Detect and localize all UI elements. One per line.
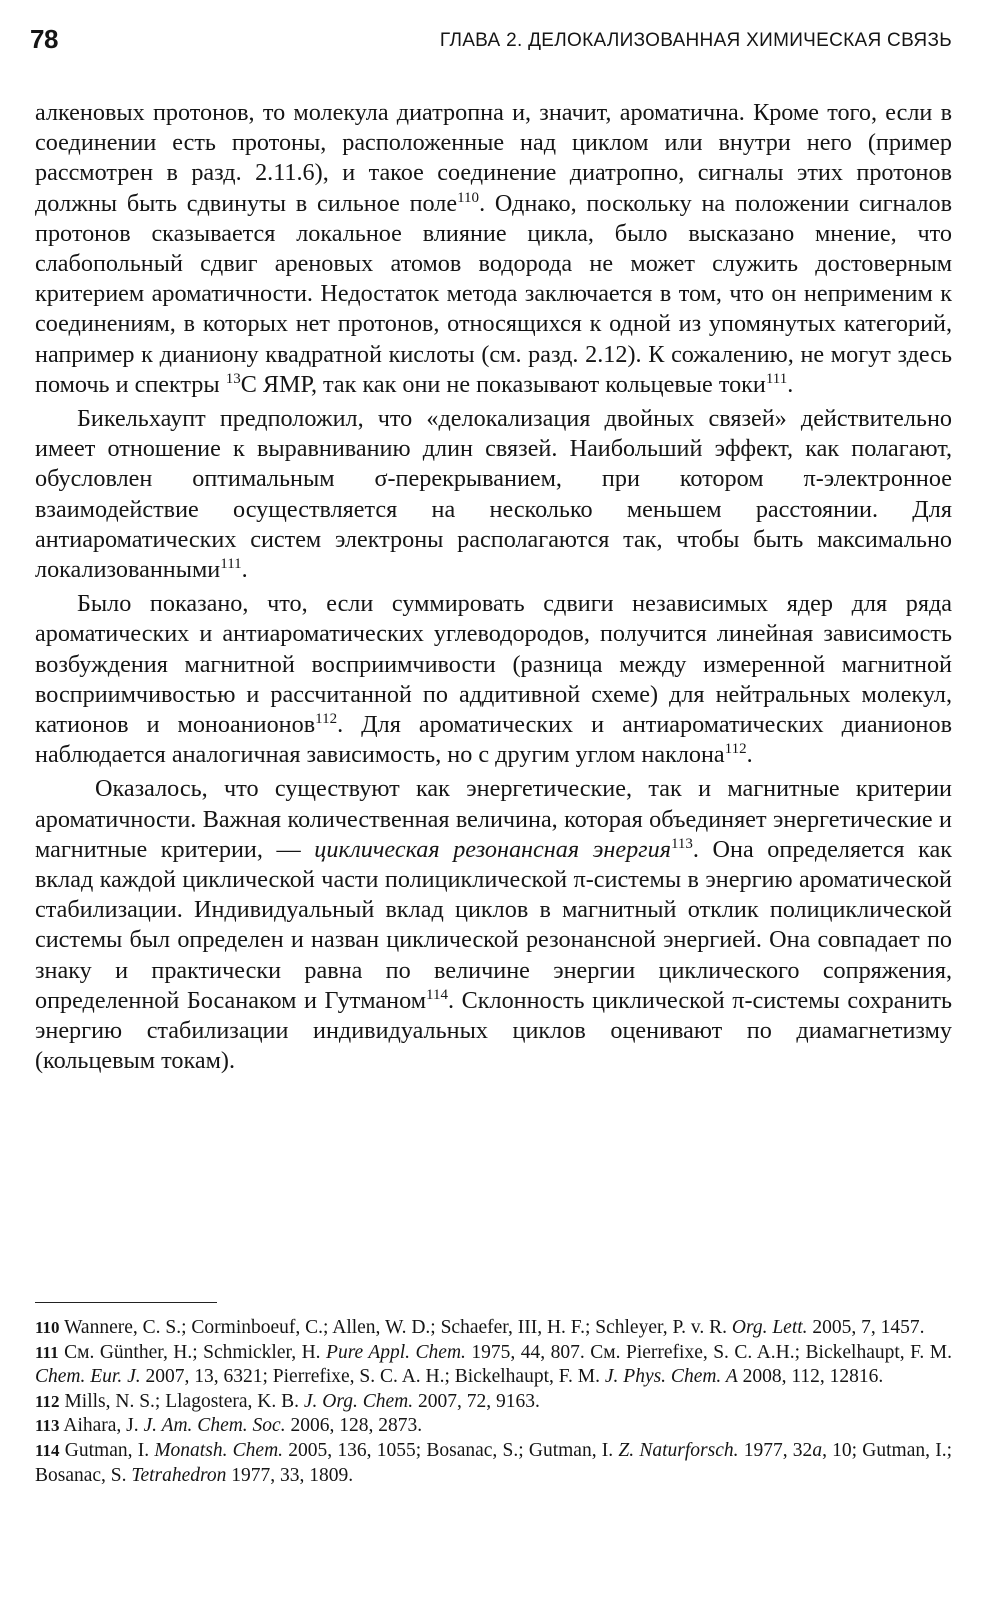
text-run: 2005, 136, 1055; Bosanac, S.; Gutman, I. (283, 1439, 619, 1461)
text-run: . (241, 556, 248, 584)
text-run: . Склонность циклической π-системы сохранить энергию стабилизации индивидуальных циклов оценивают по диамагнетизму (кольцевым токам). (35, 986, 953, 1075)
text-run: Wannere, C. S.; Corminboeuf, C.; Allen, W. D.; Schaefer, III, H. F.; Schleyer, P. v. R. (59, 1317, 732, 1338)
footnote-111 (35, 1341, 952, 1390)
paragraph-4 (35, 774, 952, 1076)
footnote-112 (35, 1390, 952, 1415)
volume-suffix: a (812, 1439, 823, 1461)
footnote-number: 110 (35, 1318, 60, 1337)
footnotes (35, 1316, 952, 1488)
journal-name: Tetrahedron (131, 1464, 227, 1486)
reference-111: 111 (220, 556, 242, 573)
page-header (30, 24, 952, 64)
footnote-number: 113 (35, 1416, 60, 1436)
text-run: 2008, 112, 12816. (737, 1366, 884, 1388)
text-run: Aihara, J. (59, 1415, 144, 1437)
text-run: Бикельхаупт предположил, что «делокализация двойных связей» действительно имеет отношение к выравниванию длин связей. Наибольший эффект, как полагают, обусловлен оптимальным σ-перекрыванием, при котором π-электронное взаимодействие осуществляется на несколько меньшем расстоянии. Для антиароматических систем электроны располагаются так, чтобы быть максимально локализованными (35, 405, 952, 584)
footnote-114 (35, 1439, 952, 1488)
reference-110: 110 (457, 189, 480, 206)
text-run: . (787, 370, 794, 398)
emphasized-term: циклическая резонансная энергия (314, 835, 671, 863)
reference-112: 112 (724, 741, 747, 758)
text-run: Mills, N. S.; Llagostera, K. B. (59, 1390, 304, 1412)
journal-name: J. Am. Chem. Soc. (143, 1415, 286, 1437)
text-run: , 10; Gutman, I.; Bosanac, S. (35, 1439, 953, 1486)
footnote-110 (35, 1316, 952, 1341)
reference-113: 113 (670, 835, 693, 852)
text-run: . (746, 741, 753, 769)
paragraph-2 (35, 404, 952, 585)
footnote-number: 112 (35, 1391, 60, 1411)
text-run: Было показано, что, если суммировать сдвиги независимых ядер для ряда ароматических и антиароматических углеводородов, получится линейная зависимость возбуждения магнитной восприимчивости (разница между измеренной магнитной восприимчивостью и рассчитанной по аддитивной схеме) для нейтральных молекул, катионов и моноанионов (35, 590, 952, 739)
journal-name: Org. Lett. (731, 1317, 808, 1338)
journal-name: Z. Naturforsch. (618, 1439, 739, 1461)
text-run: 2006, 128, 2873. (285, 1415, 423, 1437)
text-run: 2007, 72, 9163. (413, 1390, 540, 1412)
journal-name: J. Phys. Chem. A (604, 1366, 738, 1388)
text-run: Gutman, I. (59, 1439, 155, 1461)
page-number: 78 (30, 24, 58, 54)
footnote-113 (35, 1414, 952, 1439)
text-run: См. Günther, H.; Schmickler, H. (58, 1341, 327, 1363)
journal-name: J. Org. Chem. (303, 1390, 414, 1412)
text-run: . Однако, поскольку на положении сигналов протонов сказывается локальное влияние цикла, было высказано мнение, что слабопольный сдвиг ареновых атомов водорода не может служить достоверным критерием ароматичности. Недостаток метода заключается в том, что он неприменим к соединениям, в которых нет протонов, относящихся к одной из упомянутых категорий, например к дианиону квадратной кислоты (см. разд. 2.12). К сожалению, не могут здесь помочь и спектры (35, 189, 953, 398)
text-run: . Она определяется как вклад каждой циклической части полициклической π-системы в энергию ароматической стабилизации. Индивидуальный вклад циклов в магнитный отклик полициклической системы был определен и назван циклической резонансной энергией. Она совпадает по знаку и практически равна по величине энергии циклического сопряжения, определенной Босанаком и Гутманом (35, 835, 952, 1014)
text-run: . Для ароматических и антиароматических дианионов наблюдается аналогичная зависимость, но с другим углом наклона (35, 711, 952, 769)
running-title: ГЛАВА 2. ДЕЛОКАЛИЗОВАННАЯ ХИМИЧЕСКАЯ СВЯЗЬ (439, 30, 952, 51)
footnote-number: 111 (35, 1342, 59, 1362)
footnote-number: 114 (35, 1440, 60, 1460)
journal-name: Pure Appl. Chem. (326, 1341, 466, 1363)
reference-112: 112 (315, 711, 338, 728)
reference-114: 114 (426, 986, 448, 1003)
text-run: 2007, 13, 6321; Pierrefixe, S. C. A. H.; Bickelhaupt, F. M. (140, 1366, 605, 1388)
paragraph-3 (35, 589, 952, 770)
reference-111: 111 (765, 370, 788, 387)
journal-name: Monatsh. Chem. (154, 1439, 284, 1461)
footnote-divider (35, 1302, 217, 1303)
text-run: 2005, 7, 1457. (807, 1317, 925, 1338)
text-run: алкеновых протонов, то молекула диатропна и, значит, ароматична. Кроме того, если в соединении есть протоны, расположенные над циклом или внутри него (пример рассмотрен в разд. 2.11.6), и такое соединение диатропно, сигналы этих протонов должны быть сдвинуты в сильное поле (35, 99, 952, 217)
text-run: 1975, 44, 807. См. Pierrefixe, S. C. A.H.; Bickelhaupt, F. M. (465, 1341, 952, 1363)
main-text (35, 98, 952, 1077)
isotope-13: 13 (225, 370, 241, 387)
text-run: 1977, 33, 1809. (226, 1464, 354, 1486)
text-run: Оказалось, что существуют как энергетические, так и магнитные критерии ароматичности. Важная количественная величина, которая объединяет энергетические и магнитные критерии, — (35, 775, 952, 863)
journal-name: Chem. Eur. J. (35, 1366, 141, 1388)
paragraph-1 (35, 98, 952, 400)
text-run: 1977, 32 (738, 1439, 813, 1461)
text-run: С ЯМР, так как они не показывают кольцевые токи (240, 370, 766, 398)
